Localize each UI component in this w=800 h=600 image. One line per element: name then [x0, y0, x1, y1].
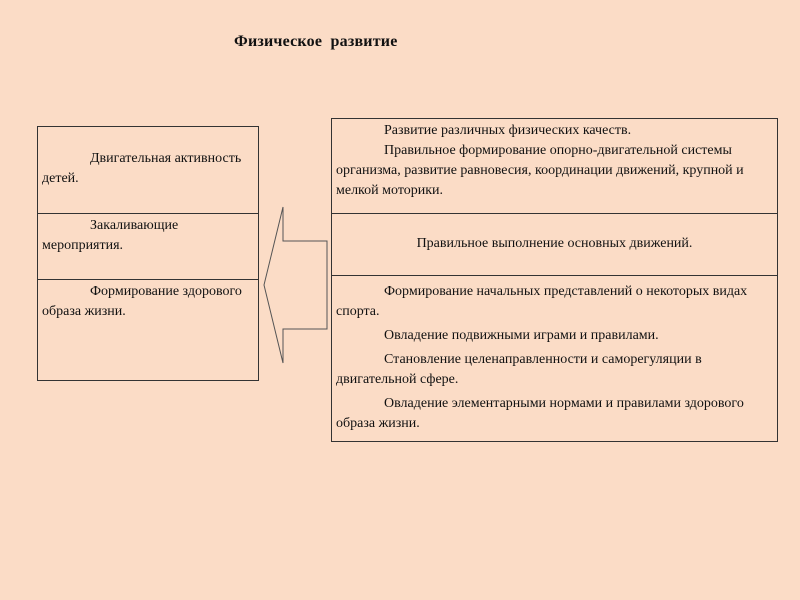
right-cell-text: Становление целенаправленности и саморегуляции в двигательной сфере. — [336, 352, 702, 387]
left-cell-motor-activity — [38, 127, 258, 213]
arrow-left-icon — [262, 205, 328, 365]
right-cell-text: Формирование начальных представлений о некоторых видах спорта. — [336, 284, 748, 319]
left-cell-hardening — [38, 213, 258, 280]
left-box — [37, 126, 259, 381]
left-cell-healthy-lifestyle — [38, 279, 258, 381]
page-title: Физическое развитие — [234, 33, 398, 50]
right-cell-text: Овладение подвижными играми и правилами. — [384, 328, 659, 343]
right-cell-text: Правильное формирование опорно-двигательной системы организма, развитие равновесия, координации движений, крупной и мелкой моторики. — [336, 143, 744, 198]
right-cell-physical-qualities — [332, 119, 777, 213]
right-cell-text: Правильное выполнение основных движений. — [416, 236, 693, 251]
right-cell-basic-movements — [332, 213, 777, 276]
right-box — [331, 118, 778, 442]
left-cell-text: Формирование здорового образа жизни. — [42, 284, 242, 319]
right-cell-sports-and-norms — [332, 275, 777, 442]
right-cell-text: Овладение элементарными нормами и правилами здорового образа жизни. — [336, 396, 744, 431]
left-cell-text: Двигательная активность детей. — [42, 151, 242, 186]
left-cell-text: Закаливающие мероприятия. — [42, 218, 179, 253]
right-cell-text: Развитие различных физических качеств. — [384, 123, 632, 138]
